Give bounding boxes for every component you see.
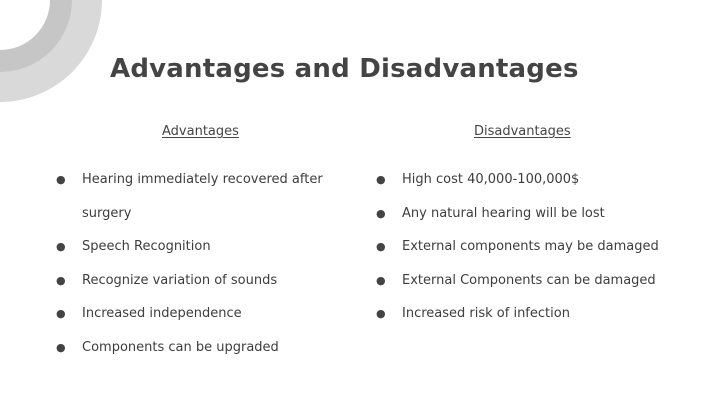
list-item: [56, 340, 323, 374]
list-item-text: Increased risk of infection: [402, 306, 570, 322]
bullet-icon: ●: [56, 340, 66, 354]
list-item: [56, 172, 323, 239]
disadvantages-heading: Disadvantages: [474, 124, 571, 139]
list-item: [56, 273, 323, 307]
slide-title: Advantages and Disadvantages: [110, 54, 579, 84]
list-item: [376, 306, 659, 340]
bullet-icon: ●: [56, 273, 66, 287]
bullet-icon: ●: [56, 173, 66, 186]
bullet-icon: ●: [56, 240, 66, 254]
list-item-text: External Components can be damaged: [402, 272, 656, 288]
list-item-text-continuation: surgery: [82, 206, 132, 221]
list-item-text: External components may be damaged: [402, 239, 659, 255]
list-item-text: Increased independence: [82, 306, 242, 322]
list-item-text: High cost 40,000-100,000$: [402, 172, 580, 187]
list-item: [376, 239, 659, 273]
list-item-text: Any natural hearing will be lost: [402, 205, 605, 221]
advantages-heading: Advantages: [162, 124, 239, 139]
list-item: [56, 239, 323, 273]
list-item: [376, 172, 659, 206]
list-item: [376, 206, 659, 240]
bullet-icon: ●: [376, 206, 386, 220]
list-item: [56, 306, 323, 340]
bullet-icon: ●: [376, 240, 386, 254]
list-item-text: Recognize variation of sounds: [82, 272, 278, 288]
corner-decoration: [0, 0, 110, 110]
bullet-icon: ●: [56, 307, 66, 321]
bullet-icon: ●: [376, 173, 386, 186]
list-item-text: Hearing immediately recovered after: [82, 172, 323, 187]
advantages-list: [56, 172, 323, 374]
bullet-icon: ●: [376, 307, 386, 321]
list-item-text: Speech Recognition: [82, 239, 211, 255]
disadvantages-list: [376, 172, 659, 340]
bullet-icon: ●: [376, 273, 386, 287]
list-item: [376, 273, 659, 307]
list-item-text: Components can be upgraded: [82, 339, 279, 355]
